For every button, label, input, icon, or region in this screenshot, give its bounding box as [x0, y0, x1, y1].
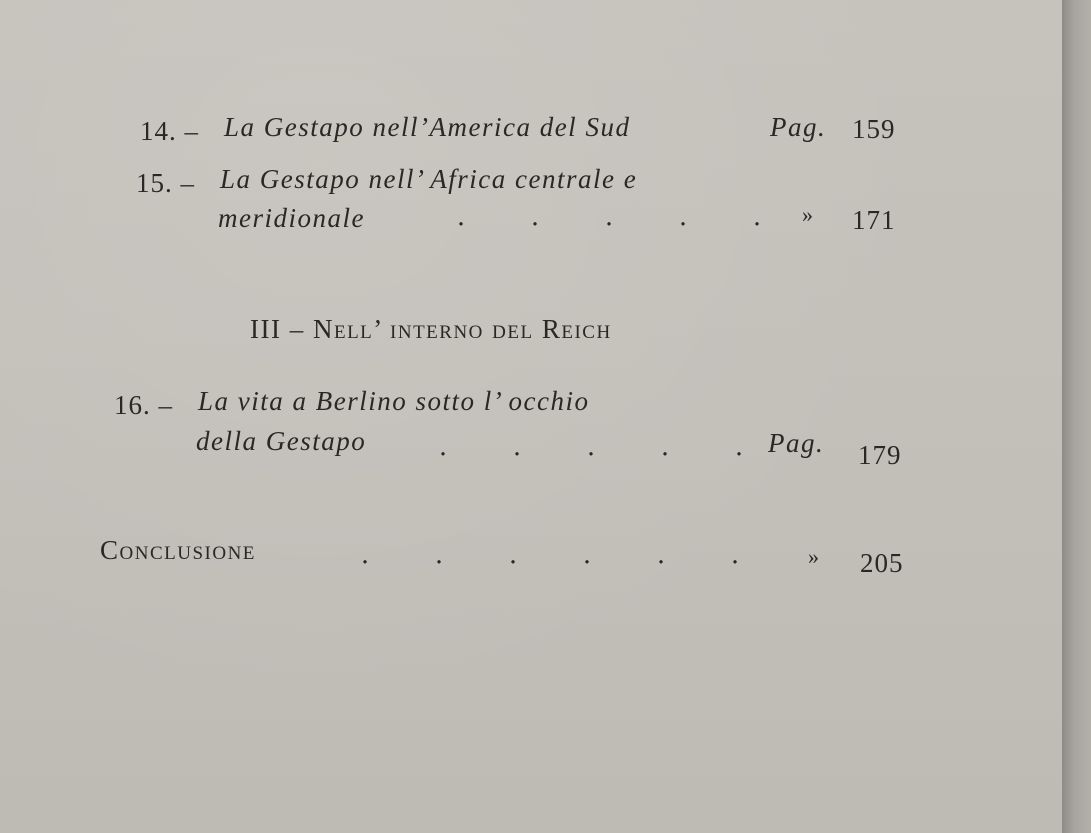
- section-heading: III – Nell’ interno del Reich: [250, 314, 612, 344]
- entry-16-title-line1: La vita a Berlino sotto l’ occhio: [198, 386, 590, 416]
- conclusion-page-number: 205: [860, 548, 904, 578]
- conclusion-ditto-mark: »: [808, 544, 820, 569]
- entry-14-page-number: 159: [852, 114, 896, 144]
- entry-15-leader-dots: . . . . .: [456, 202, 762, 232]
- entry-15-ditto-mark: »: [802, 202, 814, 227]
- entry-14-page-prefix: Pag.: [770, 112, 827, 142]
- entry-16-title-line2: della Gestapo: [196, 426, 367, 456]
- entry-15-number: 15. –: [136, 168, 195, 198]
- conclusion-title: Conclusione: [100, 535, 256, 565]
- conclusion-leader-dots: . . . . . .: [360, 540, 740, 570]
- entry-15-title-line2: meridionale: [218, 203, 365, 233]
- entry-16-page-prefix: Pag.: [768, 428, 825, 458]
- page-edge-shadow: [1062, 0, 1091, 833]
- entry-14-title: La Gestapo nell’America del Sud: [224, 112, 631, 142]
- entry-16-page-number: 179: [858, 440, 902, 470]
- entry-16-number: 16. –: [114, 390, 173, 420]
- entry-14-number: 14. –: [140, 116, 199, 146]
- entry-16-leader-dots: . . . . .: [438, 432, 744, 462]
- entry-15-title-line1: La Gestapo nell’ Africa centrale e: [220, 164, 638, 194]
- entry-15-page-number: 171: [852, 205, 896, 235]
